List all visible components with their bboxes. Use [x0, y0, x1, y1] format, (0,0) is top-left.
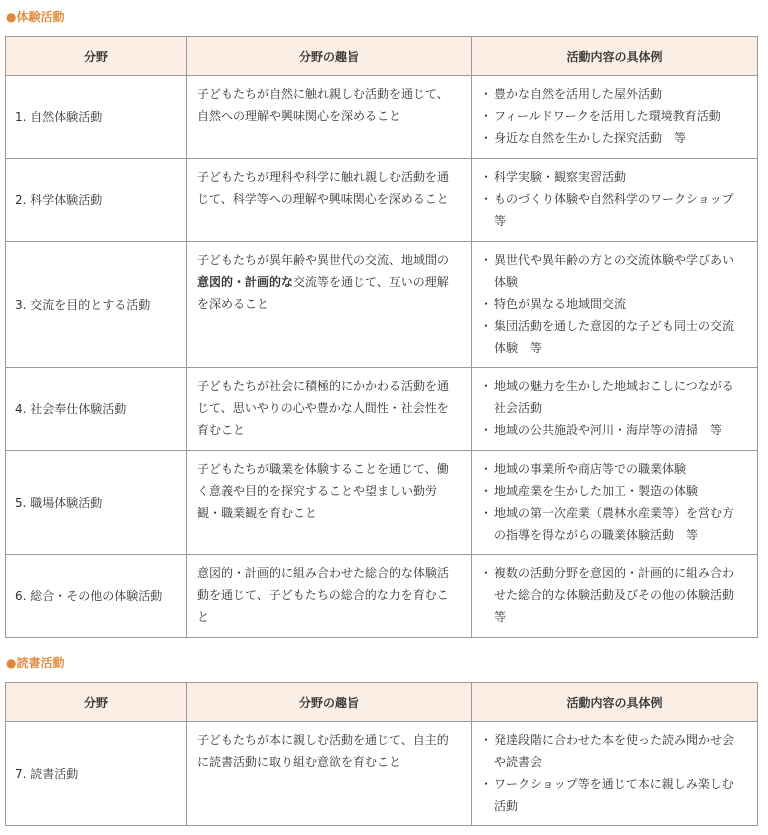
header-examples: 活動内容の具体例 [472, 683, 758, 722]
header-field: 分野 [6, 683, 187, 722]
table-row [6, 451, 758, 555]
dokusho-table [5, 682, 758, 826]
purpose-cell: 子どもたちが社会に積極的にかかわる活動を通 じて、思いやりの心や豊かな人間性・社会性を 育むこと [187, 368, 472, 451]
list-item: ・ 集団活動を通した意図的な子ども同士の交流 体験 等 [482, 315, 749, 359]
table-header-row [6, 683, 758, 722]
header-purpose: 分野の趣旨 [187, 683, 472, 722]
table-header-row [6, 37, 758, 76]
list-item: ・ 科学実験・観察実習活動 [482, 166, 749, 188]
field-cell: 6. 総合・その他の体験活動 [6, 555, 187, 638]
list-item: ・ 発達段階に合わせた本を使った読み聞かせ会 や読書会 [482, 729, 749, 773]
list-item: ・ 特色が異なる地域間交流 [482, 293, 749, 315]
field-cell: 4. 社会奉仕体験活動 [6, 368, 187, 451]
purpose-cell: 子どもたちが職業を体験することを通じて、働 く意義や目的を探究することや望ましい勤労 観・職業観を育むこと [187, 451, 472, 555]
list-item: ・ ワークショップ等を通じて本に親しみ楽しむ 活動 [482, 773, 749, 817]
examples-cell [472, 368, 758, 451]
table-row [6, 722, 758, 826]
list-item: ・ 地域の魅力を生かした地域おこしにつながる 社会活動 [482, 375, 749, 419]
examples-cell [472, 555, 758, 638]
list-item: ・ 地域の事業所や商店等での職業体験 [482, 458, 749, 480]
examples-cell [472, 722, 758, 826]
bullet-dot-icon: ● [6, 656, 17, 670]
purpose-cell: 意図的・計画的に組み合わせた総合的な体験活 動を通じて、子どもたちの総合的な力を育むこ と [187, 555, 472, 638]
list-item: ・ 複数の活動分野を意図的・計画的に組み合わ せた総合的な体験活動及びその他の体験活動 等 [482, 562, 749, 628]
list-item: ・ 地域の第一次産業（農林水産業等）を営む方 の指導を得ながらの職業体験活動 等 [482, 502, 749, 546]
bullet-dot-icon: ● [6, 10, 17, 24]
purpose-cell: 子どもたちが理科や科学に触れ親しむ活動を通 じて、科学等への理解や興味関心を深めること [187, 159, 472, 242]
examples-cell [472, 242, 758, 368]
field-cell: 7. 読書活動 [6, 722, 187, 826]
list-item: ・ ものづくり体験や自然科学のワークショップ 等 [482, 188, 749, 232]
header-field: 分野 [6, 37, 187, 76]
purpose-cell: 子どもたちが本に親しむ活動を通じて、自主的 に読書活動に取り組む意欲を育むこと [187, 722, 472, 826]
list-item: ・ フィールドワークを活用した環境教育活動 [482, 105, 749, 127]
examples-cell [472, 451, 758, 555]
examples-cell [472, 76, 758, 159]
table-row [6, 76, 758, 159]
section-title-taiken: ●体験活動 [6, 10, 65, 24]
header-purpose: 分野の趣旨 [187, 37, 472, 76]
field-cell: 3. 交流を目的とする活動 [6, 242, 187, 368]
table-row [6, 159, 758, 242]
section-title-dokusho: ●読書活動 [6, 656, 65, 670]
header-examples: 活動内容の具体例 [472, 37, 758, 76]
field-cell: 2. 科学体験活動 [6, 159, 187, 242]
list-item: ・ 身近な自然を生かした探究活動 等 [482, 127, 749, 149]
list-item: ・ 地域産業を生かした加工・製造の体験 [482, 480, 749, 502]
list-item: ・ 異世代や異年齢の方との交流体験や学びあい 体験 [482, 249, 749, 293]
examples-cell [472, 159, 758, 242]
field-cell: 1. 自然体験活動 [6, 76, 187, 159]
purpose-cell: 子どもたちが自然に触れ親しむ活動を通じて、 自然への理解や興味関心を深めること [187, 76, 472, 159]
table-row [6, 555, 758, 638]
taiken-table [5, 36, 758, 638]
list-item: ・ 地域の公共施設や河川・海岸等の清掃 等 [482, 419, 749, 441]
table-row [6, 242, 758, 368]
table-row [6, 368, 758, 451]
list-item: ・ 豊かな自然を活用した屋外活動 [482, 83, 749, 105]
purpose-cell: 子どもたちが異年齢や異世代の交流、地域間の 意図的・計画的な交流等を通じて、互いの理解 を深めること [187, 242, 472, 368]
field-cell: 5. 職場体験活動 [6, 451, 187, 555]
